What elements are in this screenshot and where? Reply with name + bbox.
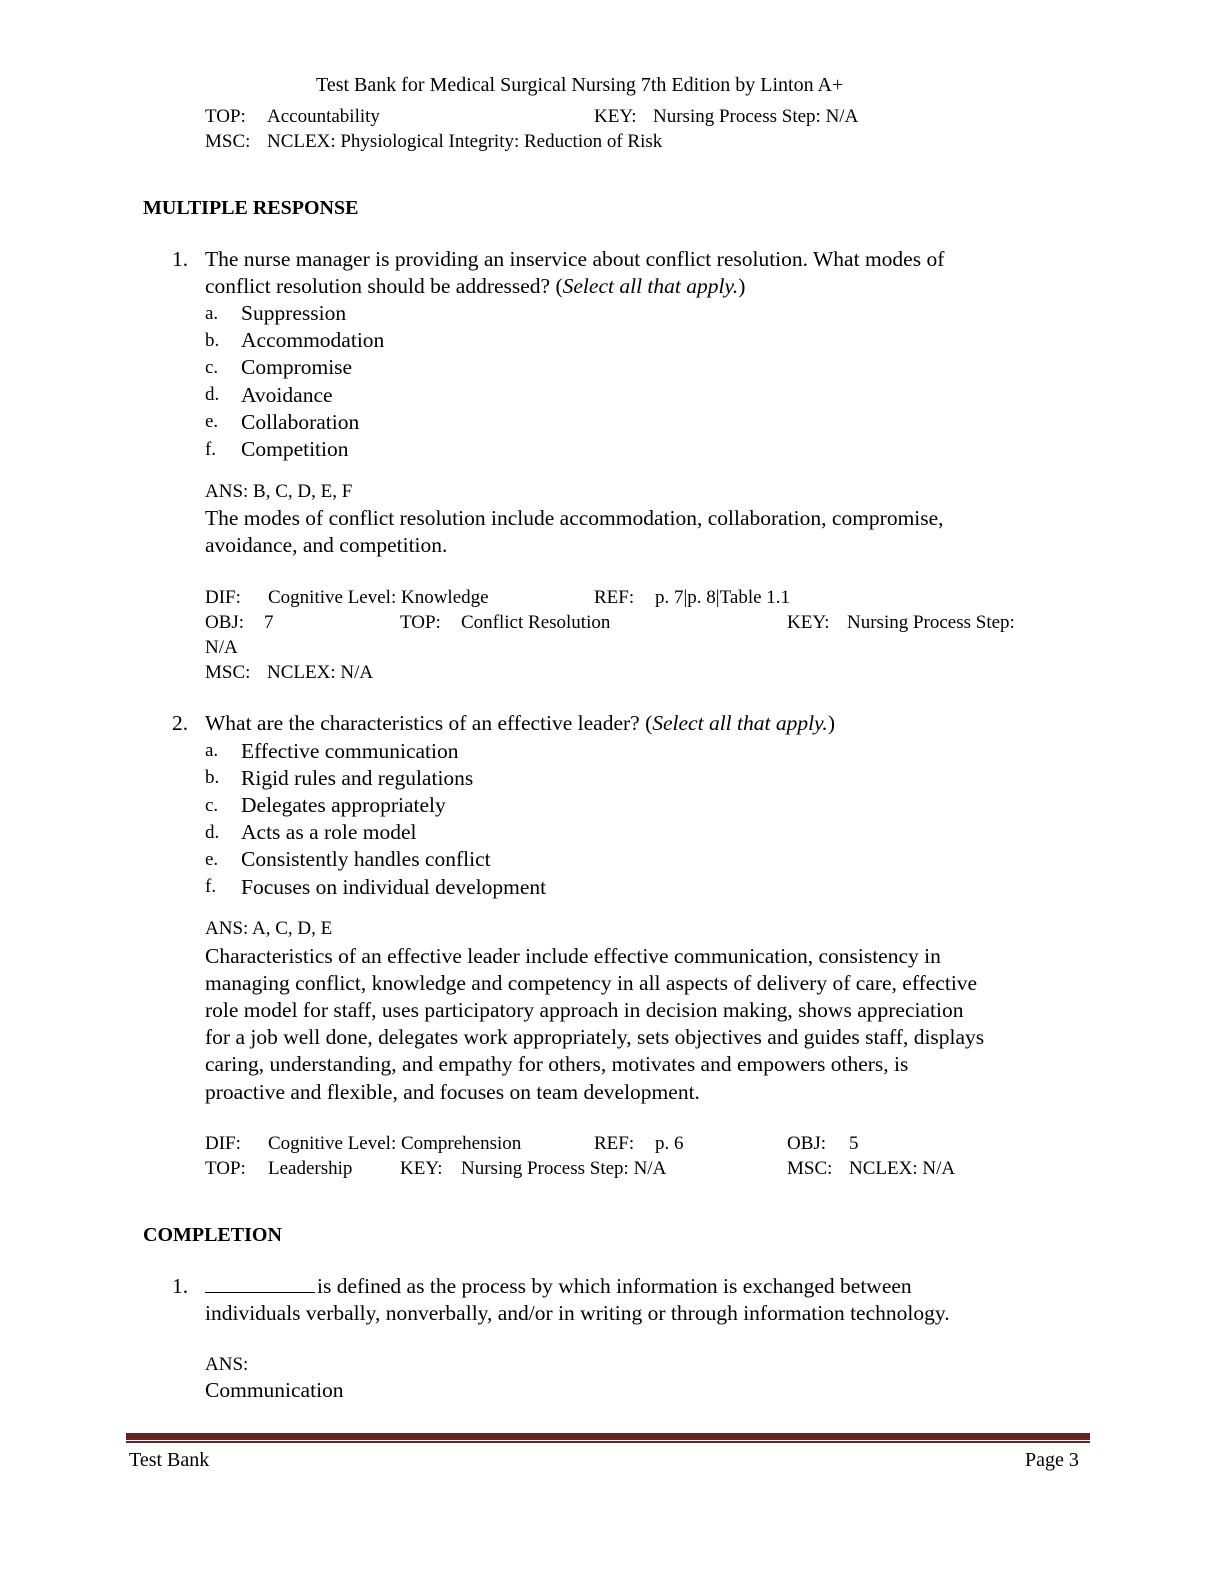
option-letter: c. bbox=[205, 357, 219, 378]
option-text: Collaboration bbox=[241, 410, 360, 434]
rationale-line: The modes of conflict resolution include accommodation, collaboration, compromise, bbox=[205, 506, 944, 530]
top-label: TOP: bbox=[205, 1158, 246, 1179]
key-value: Nursing Process Step: bbox=[847, 612, 1015, 633]
question-stem-line: conflict resolution should be addressed? (Select all that apply.) bbox=[205, 274, 746, 298]
rationale-line: avoidance, and competition. bbox=[205, 533, 448, 557]
prev-msc-label: MSC: bbox=[205, 131, 251, 152]
option-letter: e. bbox=[205, 849, 219, 870]
question-number: 1. bbox=[172, 247, 189, 271]
option-letter: d. bbox=[205, 822, 220, 843]
obj-value: 5 bbox=[849, 1133, 859, 1154]
top-value: Conflict Resolution bbox=[461, 612, 611, 633]
ref-value: p. 7|p. 8|Table 1.1 bbox=[655, 587, 791, 608]
prev-top-value: Accountability bbox=[267, 106, 380, 127]
prev-msc-value: NCLEX: Physiological Integrity: Reduction of Risk bbox=[267, 131, 663, 152]
option-letter: e. bbox=[205, 411, 219, 432]
top-value: Leadership bbox=[268, 1158, 353, 1179]
ref-label: REF: bbox=[594, 1133, 635, 1154]
option-letter: f. bbox=[205, 876, 217, 897]
question-stem-line: What are the characteristics of an effective leader? (Select all that apply.) bbox=[205, 711, 835, 735]
option-text: Competition bbox=[241, 437, 349, 461]
answer-label: ANS: bbox=[205, 1354, 249, 1375]
prev-key-label: KEY: bbox=[594, 106, 637, 127]
option-text: Rigid rules and regulations bbox=[241, 766, 474, 790]
option-text: Compromise bbox=[241, 355, 353, 379]
prev-top-label: TOP: bbox=[205, 106, 246, 127]
question-number: 2. bbox=[172, 711, 189, 735]
option-text: Acts as a role model bbox=[241, 820, 417, 844]
page-number: Page 3 bbox=[1025, 1449, 1079, 1471]
rationale-line: caring, understanding, and empathy for others, motivates and empowers others, is bbox=[205, 1052, 909, 1076]
page-header-title: Test Bank for Medical Surgical Nursing 7th Edition by Linton A+ bbox=[316, 74, 844, 96]
option-letter: b. bbox=[205, 767, 220, 788]
question-stem-line: individuals verbally, nonverbally, and/or in writing or through information technology. bbox=[205, 1301, 950, 1325]
rationale-line: managing conflict, knowledge and competency in all aspects of delivery of care, effective bbox=[205, 971, 978, 995]
rationale-line: role model for staff, uses participatory approach in decision making, shows appreciation bbox=[205, 998, 964, 1022]
key-label: KEY: bbox=[400, 1158, 443, 1179]
ref-value: p. 6 bbox=[655, 1133, 684, 1154]
question-stem-line: is defined as the process by which information is exchanged between bbox=[205, 1273, 912, 1300]
option-text: Delegates appropriately bbox=[241, 793, 446, 817]
obj-value: 7 bbox=[264, 612, 274, 633]
option-letter: a. bbox=[205, 740, 219, 761]
footer-rule-thin bbox=[126, 1441, 1090, 1443]
option-letter: c. bbox=[205, 795, 219, 816]
option-text: Consistently handles conflict bbox=[241, 847, 491, 871]
rationale-line: proactive and flexible, and focuses on team development. bbox=[205, 1080, 700, 1104]
answer-key: ANS: A, C, D, E bbox=[205, 918, 333, 939]
option-letter: f. bbox=[205, 439, 217, 460]
dif-label: DIF: bbox=[205, 587, 241, 608]
question-number: 1. bbox=[172, 1274, 189, 1298]
footer-rule bbox=[126, 1433, 1090, 1440]
option-letter: a. bbox=[205, 303, 219, 324]
section-heading-completion: COMPLETION bbox=[143, 1224, 282, 1246]
obj-label: OBJ: bbox=[205, 612, 245, 633]
answer-value: Communication bbox=[205, 1378, 344, 1402]
dif-label: DIF: bbox=[205, 1133, 241, 1154]
prev-key-value: Nursing Process Step: N/A bbox=[653, 106, 859, 127]
key-label: KEY: bbox=[787, 612, 830, 633]
option-text: Avoidance bbox=[241, 383, 333, 407]
dif-value: Cognitive Level: Knowledge bbox=[268, 587, 489, 608]
obj-label: OBJ: bbox=[787, 1133, 827, 1154]
option-letter: d. bbox=[205, 384, 220, 405]
question-stem-line: The nurse manager is providing an inservice about conflict resolution. What modes of bbox=[205, 247, 945, 271]
dif-value: Cognitive Level: Comprehension bbox=[268, 1133, 522, 1154]
key-value: Nursing Process Step: N/A bbox=[461, 1158, 667, 1179]
answer-blank bbox=[205, 1291, 315, 1293]
answer-key: ANS: B, C, D, E, F bbox=[205, 481, 353, 502]
option-text: Suppression bbox=[241, 301, 347, 325]
footer-left-text: Test Bank bbox=[129, 1449, 210, 1471]
msc-label: MSC: bbox=[787, 1158, 833, 1179]
msc-value: NCLEX: N/A bbox=[849, 1158, 956, 1179]
rationale-line: for a job well done, delegates work appropriately, sets objectives and guides staff, displays bbox=[205, 1025, 985, 1049]
key-value-continued: N/A bbox=[205, 637, 238, 658]
option-text: Accommodation bbox=[241, 328, 385, 352]
ref-label: REF: bbox=[594, 587, 635, 608]
option-text: Focuses on individual development bbox=[241, 875, 547, 899]
option-text: Effective communication bbox=[241, 739, 459, 763]
msc-label: MSC: bbox=[205, 662, 251, 683]
section-heading-multiple-response: MULTIPLE RESPONSE bbox=[143, 197, 359, 219]
msc-value: NCLEX: N/A bbox=[267, 662, 374, 683]
rationale-line: Characteristics of an effective leader include effective communication, consistency in bbox=[205, 944, 941, 968]
option-letter: b. bbox=[205, 330, 220, 351]
top-label: TOP: bbox=[400, 612, 441, 633]
